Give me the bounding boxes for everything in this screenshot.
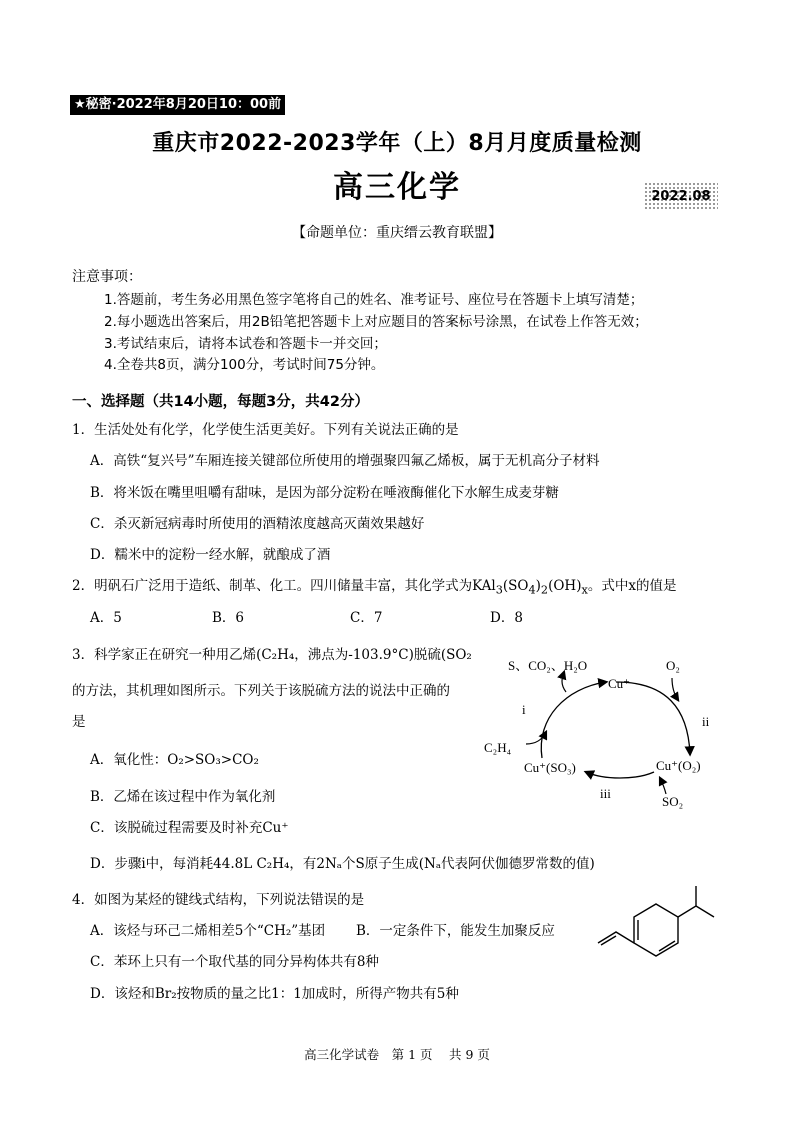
question-2-option-a: A．5	[90, 610, 122, 626]
question-3-line-2: 的方法，其机理如图所示。下列关于该脱硫方法的说法中正确的	[72, 683, 450, 699]
q2-sub: 2	[540, 583, 549, 597]
question-4-option-b: B．一定条件下，能发生加聚反应	[356, 923, 555, 939]
question-1-option-b: B．将米饭在嘴里咀嚼有甜味，是因为部分淀粉在唾液酶催化下水解生成麦芽糖	[90, 485, 559, 501]
products-label: S、CO₂、H₂O	[508, 658, 588, 673]
q2-sub: 3	[495, 583, 503, 597]
q2-text: 2．明矾石广泛用于造纸、制革、化工。四川储量丰富，其化学式为KAl	[72, 578, 496, 594]
question-3-option-a: A．氧化性：O₂>SO₃>CO₂	[90, 752, 259, 768]
question-1-stem: 1．生活处处有化学，化学使生活更美好。下列有关说法正确的是	[72, 422, 459, 438]
question-4-option-a: A．该烃与环己二烯相差5个“CH₂”基团	[90, 923, 326, 939]
o2-arrow	[672, 678, 678, 700]
cycle-arc-ii	[616, 682, 690, 754]
question-4-stem: 4．如图为某烃的键线式结构，下列说法错误的是	[72, 892, 365, 908]
q2-text: (OH)	[548, 578, 582, 594]
question-2-option-b: B．6	[212, 610, 245, 626]
c2h4-label: C₂H₄	[484, 740, 512, 755]
q2-text: 。式中x的值是	[587, 578, 677, 594]
cu-o2-label: Cu⁺(O₂)	[656, 758, 701, 773]
products-arrow	[562, 672, 566, 692]
question-2-option-c: C．7	[350, 610, 383, 626]
exam-title: 重庆市2022-2023学年（上）8月月度质量检测	[152, 131, 642, 156]
question-3-option-c: C．该脱硫过程需要及时补充Cu⁺	[90, 820, 289, 836]
date-badge: 2022.08	[644, 182, 718, 210]
section-heading: 一、选择题（共14小题，每题3分，共42分）	[72, 394, 369, 410]
cycle-arc-i	[541, 682, 606, 758]
mechanism-diagram	[476, 648, 736, 816]
notice-item: 2.每小题选出答案后，用2B铅笔把答题卡上对应题目的答案标号涂黑，在试卷上作答无效；	[104, 314, 648, 330]
skeletal-formula	[598, 886, 714, 956]
notice-title: 注意事项：	[72, 269, 142, 285]
question-3-option-d: D．步骤i中，每消耗44.8L C₂H₄，有2Nₐ个S原子生成(Nₐ代表阿伏伽德罗常数的值)	[90, 856, 595, 872]
cu-label: Cu⁺	[608, 676, 631, 691]
step-iii-label: iii	[600, 786, 611, 801]
so2-arrow	[660, 778, 666, 794]
question-4-option-c: C．苯环上只有一个取代基的同分异构体共有8种	[90, 954, 379, 970]
cycle-arc-iii	[586, 772, 654, 778]
q2-sub: x	[581, 583, 588, 597]
molecule-structure	[586, 872, 736, 972]
notice-item: 3.考试结束后，请将本试卷和答题卡一并交回；	[104, 336, 387, 352]
cu-so3-label: Cu⁺(SO₃)	[524, 760, 576, 775]
q2-sub: 4	[528, 583, 536, 597]
so2-label: SO₂	[662, 794, 684, 809]
question-3-line-1: 3．科学家正在研究一种用乙烯(C₂H₄，沸点为-103.9°C)脱硫(SO₂	[72, 647, 472, 663]
question-1-option-c: C．杀灭新冠病毒时所使用的酒精浓度越高灭菌效果越好	[90, 516, 425, 532]
question-3-line-3: 是	[72, 714, 86, 730]
step-ii-label: ii	[702, 714, 710, 729]
question-2-stem	[72, 574, 676, 597]
notice-item: 4.全卷共8页，满分100分，考试时间75分钟。	[104, 357, 385, 373]
q2-text: )	[535, 578, 541, 594]
author-unit: 【命题单位：重庆缙云教育联盟】	[292, 225, 502, 241]
step-i-label: i	[522, 702, 526, 717]
notice-item: 1.答题前，考生务必用黑色签字笔将自己的姓名、准考证号、座位号在答题卡上填写清楚；	[104, 292, 644, 308]
question-3-option-b: B．乙烯在该过程中作为氧化剂	[90, 789, 276, 805]
subject-title: 高三化学	[333, 170, 461, 205]
confidential-tag: ★秘密·2022年8月20日10：00前	[70, 95, 285, 115]
question-1-option-d: D．糯米中的淀粉一经水解，就酿成了酒	[90, 547, 331, 563]
question-4-option-d: D．该烃和Br₂按物质的量之比1：1加成时，所得产物共有5种	[90, 986, 459, 1002]
q2-text: (SO	[502, 578, 529, 594]
question-1-option-a: A．高铁“复兴号”车厢连接关键部位所使用的增强聚四氟乙烯板，属于无机高分子材料	[90, 453, 600, 469]
question-2-option-d: D．8	[490, 610, 523, 626]
page-footer: 高三化学试卷 第 1 页 共 9 页	[304, 1047, 490, 1062]
o2-label: O₂	[666, 658, 680, 673]
